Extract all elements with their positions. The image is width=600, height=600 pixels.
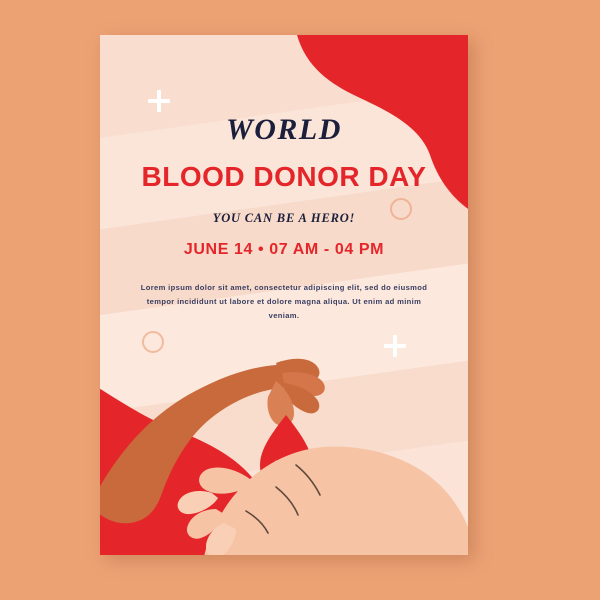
poster-text-block <box>100 113 468 323</box>
body-copy: Lorem ipsum dolor sit amet, consectetur adipiscing elit, sed do eiusmod tempor incididunt ut labore et dolore magna aliqua. Ut enim ad minim veniam. <box>140 283 428 321</box>
subtitle-hero: YOU CAN BE A HERO! <box>212 211 356 225</box>
illustration-hands-blood-drop <box>100 315 468 555</box>
event-datetime: JUNE 14 • 07 AM - 04 PM <box>183 241 385 258</box>
title-blood-donor-day: BLOOD DONOR DAY <box>141 161 427 192</box>
cross-icon <box>148 90 170 112</box>
poster <box>100 35 468 555</box>
receiver-hand <box>178 447 468 555</box>
title-world: WORLD <box>226 113 342 146</box>
